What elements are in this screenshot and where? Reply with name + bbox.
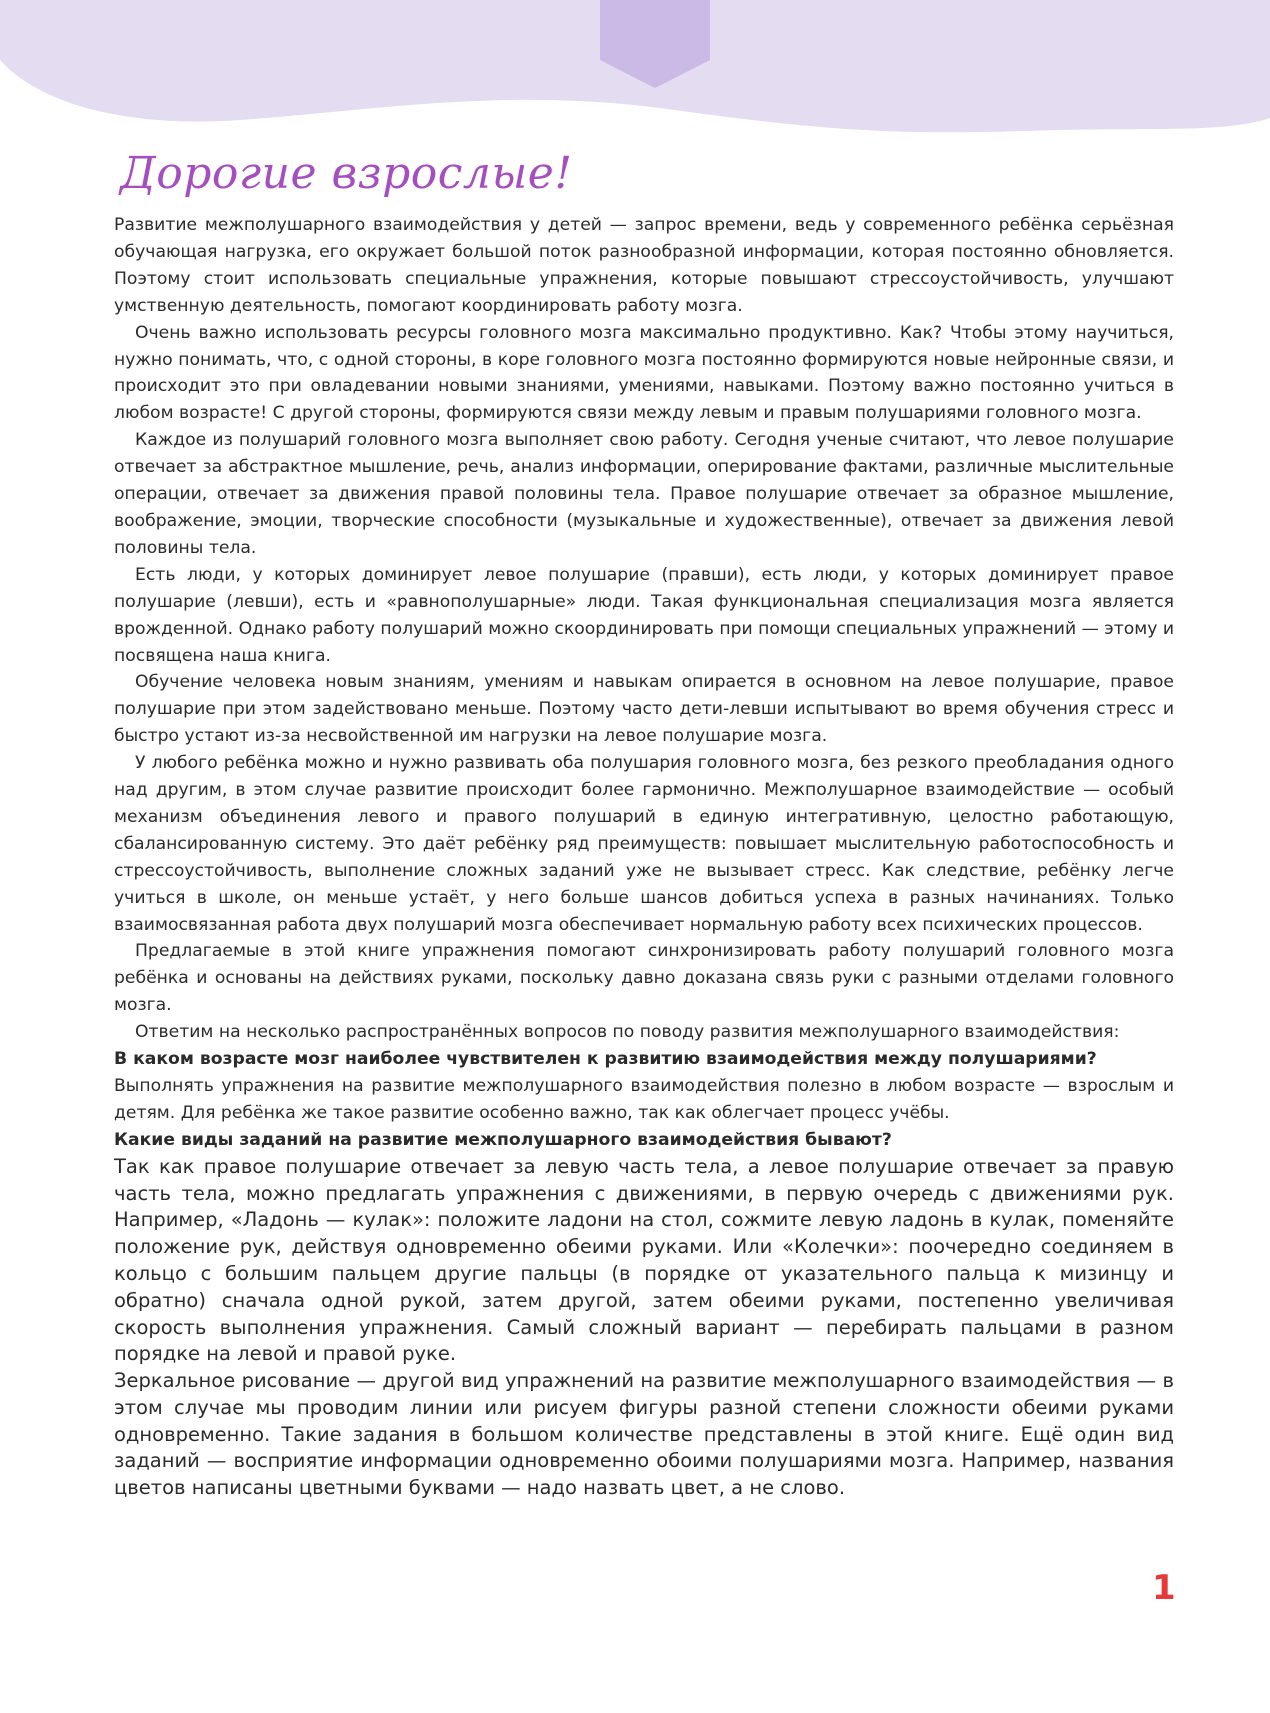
intro-paragraph: Развитие межполушарного взаимодействия у детей — запрос времени, ведь у современного ребёнка серьёзная обучающая нагрузка, его окружает большой поток разнообразной информации, которая постоянно обновляется. Поэтому стоит использовать специальные упражнения, которые повышают стрессоустойчивость, улучшают умственную деятельность, помогают координировать работу мозга. [114, 215, 1174, 316]
answer-paragraph: Выполнять упражнения на развитие межполушарного взаимодействия полезно в любом возрасте — взрослым и детям. Для ребёнка же такое развитие особенно важно, так как облегчает процесс учёбы. [114, 1076, 1174, 1123]
answer-paragraph: Так как правое полушарие отвечает за левую часть тела, а левое полушарие отвечает за правую часть тела, можно предлагать упражнения с движениями, в первую очередь с движениями рук. Например, «Ладонь — кулак»: положите ладони на стол, сожмите левую ладонь в кулак, поменяйте положение рук, действуя одновременно обеими руками. Или «Колечки»: поочередно соединяем в кольцо с большим пальцем другие пальцы (в порядке от указательного пальца к мизинцу и обратно) сначала одной рукой, затем другой, затем обеими руками, постепенно увеличивая скорость выполнения упражнения. Самый сложный вариант — перебирать пальцами в разном порядке на левой и правой руке. [114, 1154, 1174, 1366]
closing-paragraph: Зеркальное рисование — другой вид упражнений на развитие межполушарного взаимодействия — в этом случае мы проводим линии или рисуем фигуры разной степени сложности обеими руками одновременно. Такие задания в большом количестве представлены в этой книге. Ещё один вид заданий — восприятие информации одновременно обоими полушариями мозга. Например, названия цветов написаны цветными буквами — надо назвать цвет, а не слово. [114, 1369, 1174, 1500]
paragraph: Есть люди, у которых доминирует левое полушарие (правши), есть люди, у которых доминирует правое полушарие (левши), есть и «равнополушарные» люди. Такая функциональная специализация мозга является врожденной. Однако работу полушарий можно скоординировать при помощи специальных упражнений — этому и посвящена наша книга. [114, 564, 1174, 666]
paragraph: Очень важно использовать ресурсы головного мозга максимально продуктивно. Как? Чтобы этому научиться, нужно понимать, что, с одной стороны, в коре головного мозга постоянно формируются новые нейронные связи, и происходит это при овладевании новыми знаниями, умениями, навыками. Поэтому важно постоянно учиться в любом возрасте! С другой стороны, формируются связи между левым и правым полушариями головного мозга. [114, 322, 1174, 424]
question-heading: Какие виды заданий на развитие межполушарного взаимодействия бывают? [114, 1129, 892, 1150]
article-body [114, 212, 1174, 1502]
paragraph: У любого ребёнка можно и нужно развивать оба полушария головного мозга, без резкого преобладания одного над другим, в этом случае развитие происходит более гармонично. Межполушарное взаимодействие — особый механизм объединения левого и правого полушарий в единую интегративную, целостно работающую, сбалансированную систему. Это даёт ребёнку ряд преимуществ: повышает мыслительную работоспособность и стрессоустойчивость, выполнение сложных заданий уже не вызывает стресс. Как следствие, ребёнку легче учиться в школе, он меньше устаёт, у него больше шансов добиться успеха в разных начинаниях. Только взаимосвязанная работа двух полушарий мозга обеспечивает нормальную работу всех психических процессов. [114, 753, 1174, 935]
paragraph: Обучение человека новым знаниям, умениям и навыкам опирается в основном на левое полушарие, правое полушарие при этом задействовано меньше. Поэтому часто дети-левши испытывают во время обучения стресс и быстро устают из-за несвойственной им нагрузки на левое полушарие мозга. [114, 672, 1174, 747]
page-number: 1 [1152, 1568, 1176, 1608]
header-decoration [0, 0, 1270, 160]
paragraph: Каждое из полушарий головного мозга выполняет свою работу. Сегодня ученые считают, что левое полушарие отвечает за абстрактное мышление, речь, анализ информации, оперирование фактами, различные мыслительные операции, отвечает за движения правой половины тела. Правое полушарие отвечает за образное мышление, воображение, эмоции, творческие способности (музыкальные и художественные), отвечает за движения левой половины тела. [114, 430, 1174, 558]
page-title: Дорогие взрослые! [120, 148, 573, 199]
paragraph: Ответим на несколько распространённых вопросов по поводу развития межполушарного взаимодействия: [135, 1022, 1120, 1043]
question-heading: В каком возрасте мозг наиболее чувствителен к развитию взаимодействия между полушариями? [114, 1049, 1097, 1070]
paragraph: Предлагаемые в этой книге упражнения помогают синхронизировать работу полушарий головного мозга ребёнка и основаны на действиях руками, поскольку давно доказана связь руки с разными отделами головного мозга. [114, 941, 1174, 1016]
